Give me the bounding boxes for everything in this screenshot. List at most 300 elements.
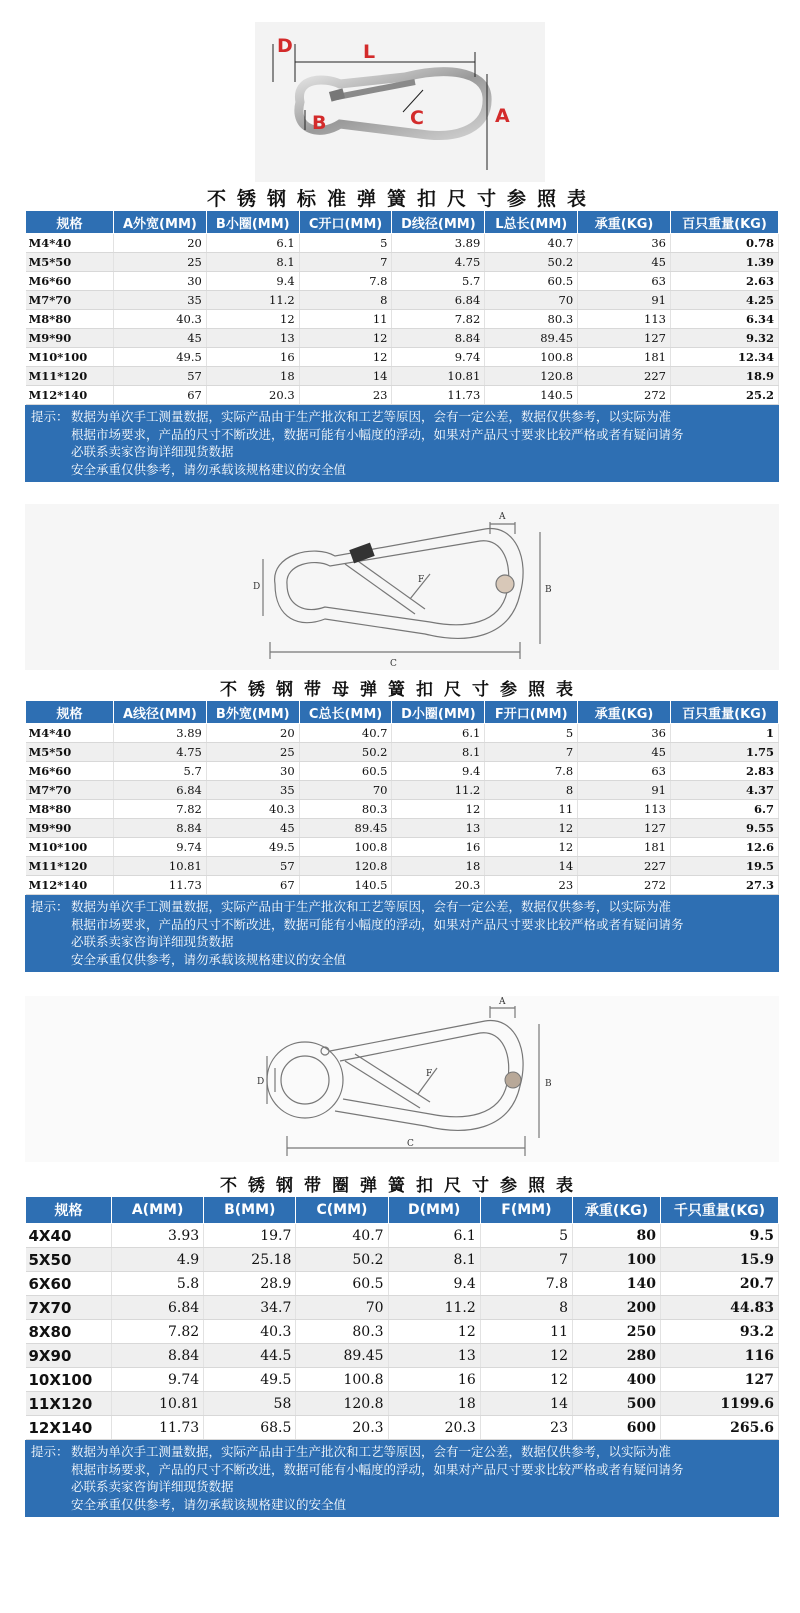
value-cell: 89.45 — [299, 819, 392, 838]
table2-section — [25, 700, 779, 972]
table-row — [26, 1368, 779, 1392]
value-cell: 6.1 — [388, 1224, 480, 1248]
column-header: L总长(MM) — [485, 211, 578, 234]
spec-cell: M9*90 — [26, 819, 114, 838]
value-cell: 140 — [573, 1272, 661, 1296]
column-header: 承重(KG) — [578, 211, 671, 234]
value-cell: 23 — [485, 876, 578, 895]
value-cell: 4.9 — [112, 1248, 204, 1272]
value-cell: 63 — [578, 272, 671, 291]
value-cell: 45 — [206, 819, 299, 838]
note-line: 根据市场要求，产品的尺寸不断改进，数据可能有小幅度的浮动，如果对产品尺寸要求比较严格或者有疑问请务 — [71, 426, 684, 442]
value-cell: 19.7 — [204, 1224, 296, 1248]
value-cell: 11 — [485, 800, 578, 819]
column-header: 千只重量(KG) — [661, 1197, 779, 1224]
table-row — [26, 724, 779, 743]
value-cell: 3.89 — [392, 234, 485, 253]
value-cell: 15.9 — [661, 1248, 779, 1272]
column-header: 规格 — [26, 1197, 112, 1224]
spec-cell: 12X140 — [26, 1416, 112, 1440]
value-cell: 23 — [480, 1416, 572, 1440]
value-cell: 100 — [573, 1248, 661, 1272]
value-cell: 45 — [114, 329, 207, 348]
value-cell: 181 — [578, 348, 671, 367]
snap-hook-photo-drawing — [255, 22, 545, 182]
value-cell: 20.3 — [296, 1416, 388, 1440]
value-cell: 40.3 — [206, 800, 299, 819]
value-cell: 18.9 — [671, 367, 779, 386]
note-label: 提示： — [31, 1444, 69, 1459]
value-cell: 11.2 — [388, 1296, 480, 1320]
table1-section — [25, 210, 779, 482]
table-header-row — [26, 701, 779, 724]
column-header: B(MM) — [204, 1197, 296, 1224]
value-cell: 280 — [573, 1344, 661, 1368]
note-line: 数据为单次手工测量数据，实际产品由于生产批次和工艺等原因，会有一定公差，数据仅供参考，以实际为准 — [71, 1444, 672, 1459]
value-cell: 9.32 — [671, 329, 779, 348]
value-cell: 40.7 — [299, 724, 392, 743]
value-cell: 40.7 — [296, 1224, 388, 1248]
value-cell: 600 — [573, 1416, 661, 1440]
table-row — [26, 838, 779, 857]
value-cell: 40.3 — [204, 1320, 296, 1344]
value-cell: 100.8 — [296, 1368, 388, 1392]
value-cell: 16 — [392, 838, 485, 857]
value-cell: 11.2 — [392, 781, 485, 800]
spec-cell: M6*60 — [26, 272, 114, 291]
label-c: C — [410, 107, 424, 129]
table-row — [26, 762, 779, 781]
value-cell: 12 — [485, 838, 578, 857]
value-cell: 50.2 — [296, 1248, 388, 1272]
value-cell: 67 — [114, 386, 207, 405]
drawing2-label-a: A — [499, 512, 506, 522]
note-line: 必联系卖家咨询详细现货数据 — [71, 444, 234, 459]
table-row — [26, 386, 779, 405]
value-cell: 9.74 — [114, 838, 207, 857]
value-cell: 265.6 — [661, 1416, 779, 1440]
value-cell: 5.8 — [112, 1272, 204, 1296]
value-cell: 30 — [206, 762, 299, 781]
value-cell: 6.84 — [114, 781, 207, 800]
value-cell: 19.5 — [671, 857, 779, 876]
value-cell: 1.39 — [671, 253, 779, 272]
value-cell: 4.75 — [114, 743, 207, 762]
drawing3-label-d: D — [257, 1077, 265, 1087]
value-cell: 3.93 — [112, 1224, 204, 1248]
value-cell: 100.8 — [485, 348, 578, 367]
value-cell: 7 — [299, 253, 392, 272]
nut-snap-hook-schematic — [25, 504, 779, 670]
value-cell: 14 — [485, 857, 578, 876]
value-cell: 45 — [578, 253, 671, 272]
value-cell: 25.2 — [671, 386, 779, 405]
note-line: 根据市场要求，产品的尺寸不断改进，数据可能有小幅度的浮动，如果对产品尺寸要求比较严格或者有疑问请务 — [71, 916, 684, 932]
spec-cell: M5*50 — [26, 253, 114, 272]
value-cell: 67 — [206, 876, 299, 895]
value-cell: 23 — [299, 386, 392, 405]
value-cell: 6.84 — [392, 291, 485, 310]
value-cell: 12 — [206, 310, 299, 329]
value-cell: 44.5 — [204, 1344, 296, 1368]
value-cell: 16 — [388, 1368, 480, 1392]
value-cell: 11.73 — [114, 876, 207, 895]
value-cell: 20 — [114, 234, 207, 253]
value-cell: 80.3 — [296, 1320, 388, 1344]
value-cell: 10.81 — [114, 857, 207, 876]
spec-cell: M8*80 — [26, 800, 114, 819]
value-cell: 80 — [573, 1224, 661, 1248]
spec-cell: M5*50 — [26, 743, 114, 762]
eyelet-snap-hook-drawing — [25, 996, 779, 1162]
table-row — [26, 329, 779, 348]
column-header: D(MM) — [388, 1197, 480, 1224]
value-cell: 49.5 — [206, 838, 299, 857]
value-cell: 45 — [578, 743, 671, 762]
value-cell: 7.8 — [299, 272, 392, 291]
table-row — [26, 1392, 779, 1416]
value-cell: 49.5 — [114, 348, 207, 367]
value-cell: 7 — [485, 743, 578, 762]
table-row — [26, 819, 779, 838]
drawing3-label-f: F — [426, 1069, 433, 1079]
note-box — [25, 405, 779, 482]
value-cell: 9.74 — [392, 348, 485, 367]
note-line: 安全承重仅供参考，请勿承载该规格建议的安全值 — [71, 951, 347, 967]
value-cell: 120.8 — [299, 857, 392, 876]
drawing3-label-b: B — [545, 1079, 552, 1089]
value-cell: 80.3 — [299, 800, 392, 819]
note-line: 数据为单次手工测量数据，实际产品由于生产批次和工艺等原因，会有一定公差，数据仅供参考，以实际为准 — [71, 899, 672, 914]
value-cell: 63 — [578, 762, 671, 781]
value-cell: 9.74 — [112, 1368, 204, 1392]
value-cell: 2.83 — [671, 762, 779, 781]
value-cell: 127 — [661, 1368, 779, 1392]
column-header: A(MM) — [112, 1197, 204, 1224]
spec-cell: 5X50 — [26, 1248, 112, 1272]
note-box — [25, 1440, 779, 1517]
spec-cell: M4*40 — [26, 724, 114, 743]
table-row — [26, 291, 779, 310]
value-cell: 27.3 — [671, 876, 779, 895]
column-header: F开口(MM) — [485, 701, 578, 724]
value-cell: 272 — [578, 386, 671, 405]
value-cell: 116 — [661, 1344, 779, 1368]
table-row — [26, 367, 779, 386]
spec-cell: M11*120 — [26, 857, 114, 876]
drawing3-label-c: C — [407, 1139, 414, 1149]
value-cell: 1.75 — [671, 743, 779, 762]
note-line: 安全承重仅供参考，请勿承载该规格建议的安全值 — [71, 461, 347, 477]
table-row — [26, 743, 779, 762]
value-cell: 12 — [299, 329, 392, 348]
label-a: A — [495, 105, 510, 127]
spec-cell: 7X70 — [26, 1296, 112, 1320]
column-header: C(MM) — [296, 1197, 388, 1224]
column-header: 百只重量(KG) — [671, 211, 779, 234]
standard-snap-hook-table — [25, 210, 779, 405]
value-cell: 8.84 — [392, 329, 485, 348]
spec-cell: M9*90 — [26, 329, 114, 348]
label-l: L — [363, 41, 376, 63]
value-cell: 5 — [299, 234, 392, 253]
value-cell: 91 — [578, 291, 671, 310]
value-cell: 6.1 — [206, 234, 299, 253]
value-cell: 14 — [480, 1392, 572, 1416]
value-cell: 5.7 — [114, 762, 207, 781]
table-row — [26, 253, 779, 272]
value-cell: 4.37 — [671, 781, 779, 800]
value-cell: 10.81 — [112, 1392, 204, 1416]
value-cell: 20.3 — [206, 386, 299, 405]
table-row — [26, 1416, 779, 1440]
value-cell: 11.2 — [206, 291, 299, 310]
value-cell: 58 — [204, 1392, 296, 1416]
column-header: A线径(MM) — [114, 701, 207, 724]
column-header: A外宽(MM) — [114, 211, 207, 234]
value-cell: 35 — [114, 291, 207, 310]
value-cell: 6.1 — [392, 724, 485, 743]
value-cell: 18 — [388, 1392, 480, 1416]
value-cell: 6.34 — [671, 310, 779, 329]
note-line: 必联系卖家咨询详细现货数据 — [71, 934, 234, 949]
value-cell: 11.73 — [392, 386, 485, 405]
value-cell: 11 — [480, 1320, 572, 1344]
note-label: 提示： — [31, 899, 69, 914]
table-row — [26, 857, 779, 876]
value-cell: 20 — [206, 724, 299, 743]
table-row — [26, 310, 779, 329]
value-cell: 181 — [578, 838, 671, 857]
value-cell: 120.8 — [485, 367, 578, 386]
spec-cell: M8*80 — [26, 310, 114, 329]
value-cell: 8 — [480, 1296, 572, 1320]
value-cell: 18 — [206, 367, 299, 386]
value-cell: 11.73 — [112, 1416, 204, 1440]
spec-cell: 11X120 — [26, 1392, 112, 1416]
value-cell: 13 — [206, 329, 299, 348]
value-cell: 50.2 — [299, 743, 392, 762]
value-cell: 40.7 — [485, 234, 578, 253]
table-row — [26, 234, 779, 253]
value-cell: 5 — [485, 724, 578, 743]
column-header: C总长(MM) — [299, 701, 392, 724]
table-header-row — [26, 211, 779, 234]
value-cell: 12 — [480, 1344, 572, 1368]
value-cell: 4.25 — [671, 291, 779, 310]
value-cell: 1199.6 — [661, 1392, 779, 1416]
table-row — [26, 1272, 779, 1296]
table-row — [26, 800, 779, 819]
value-cell: 49.5 — [204, 1368, 296, 1392]
spec-cell: 8X80 — [26, 1320, 112, 1344]
value-cell: 9.4 — [388, 1272, 480, 1296]
value-cell: 8.84 — [114, 819, 207, 838]
value-cell: 250 — [573, 1320, 661, 1344]
table-row — [26, 1320, 779, 1344]
value-cell: 2.63 — [671, 272, 779, 291]
column-header: D小圈(MM) — [392, 701, 485, 724]
nut-snap-hook-drawing — [25, 504, 779, 670]
table-row — [26, 272, 779, 291]
note-line: 安全承重仅供参考，请勿承载该规格建议的安全值 — [71, 1496, 347, 1512]
table1-title: 不锈钢标准弹簧扣尺寸参照表 — [206, 188, 597, 210]
value-cell: 8 — [485, 781, 578, 800]
column-header: 承重(KG) — [578, 701, 671, 724]
spec-cell: 4X40 — [26, 1224, 112, 1248]
value-cell: 127 — [578, 819, 671, 838]
spec-cell: 6X60 — [26, 1272, 112, 1296]
eyelet-snap-hook-schematic — [25, 996, 779, 1162]
value-cell: 227 — [578, 857, 671, 876]
table2-title: 不锈钢带母弹簧扣尺寸参照表 — [220, 680, 584, 700]
value-cell: 30 — [114, 272, 207, 291]
value-cell: 4.75 — [392, 253, 485, 272]
table-row — [26, 1296, 779, 1320]
value-cell: 25 — [114, 253, 207, 272]
column-header: B小圈(MM) — [206, 211, 299, 234]
drawing2-label-c: C — [390, 659, 397, 669]
drawing3-label-a: A — [499, 997, 506, 1007]
value-cell: 9.5 — [661, 1224, 779, 1248]
spec-cell: M7*70 — [26, 781, 114, 800]
value-cell: 57 — [114, 367, 207, 386]
table3-section — [25, 1196, 779, 1517]
value-cell: 70 — [485, 291, 578, 310]
value-cell: 20.3 — [392, 876, 485, 895]
value-cell: 11 — [299, 310, 392, 329]
value-cell: 50.2 — [485, 253, 578, 272]
column-header: C开口(MM) — [299, 211, 392, 234]
value-cell: 60.5 — [485, 272, 578, 291]
value-cell: 25.18 — [204, 1248, 296, 1272]
value-cell: 57 — [206, 857, 299, 876]
value-cell: 89.45 — [485, 329, 578, 348]
value-cell: 113 — [578, 310, 671, 329]
spec-cell: 9X90 — [26, 1344, 112, 1368]
value-cell: 18 — [392, 857, 485, 876]
value-cell: 20.3 — [388, 1416, 480, 1440]
value-cell: 3.89 — [114, 724, 207, 743]
value-cell: 7.82 — [392, 310, 485, 329]
value-cell: 9.4 — [392, 762, 485, 781]
column-header: F(MM) — [480, 1197, 572, 1224]
nut-snap-hook-table — [25, 700, 779, 895]
value-cell: 100.8 — [299, 838, 392, 857]
value-cell: 12 — [485, 819, 578, 838]
value-cell: 272 — [578, 876, 671, 895]
column-header: D线径(MM) — [392, 211, 485, 234]
value-cell: 89.45 — [296, 1344, 388, 1368]
spec-cell: M6*60 — [26, 762, 114, 781]
note-line: 数据为单次手工测量数据，实际产品由于生产批次和工艺等原因，会有一定公差，数据仅供参考，以实际为准 — [71, 409, 672, 424]
value-cell: 70 — [299, 781, 392, 800]
snap-hook-photo — [255, 22, 545, 182]
spec-cell: M4*40 — [26, 234, 114, 253]
value-cell: 200 — [573, 1296, 661, 1320]
spec-cell: M10*100 — [26, 348, 114, 367]
value-cell: 9.55 — [671, 819, 779, 838]
table-row — [26, 1344, 779, 1368]
note-line: 根据市场要求，产品的尺寸不断改进，数据可能有小幅度的浮动，如果对产品尺寸要求比较严格或者有疑问请务 — [71, 1461, 684, 1477]
value-cell: 12.6 — [671, 838, 779, 857]
value-cell: 60.5 — [296, 1272, 388, 1296]
value-cell: 5 — [480, 1224, 572, 1248]
value-cell: 16 — [206, 348, 299, 367]
value-cell: 70 — [296, 1296, 388, 1320]
value-cell: 36 — [578, 234, 671, 253]
note-line: 必联系卖家咨询详细现货数据 — [71, 1479, 234, 1494]
value-cell: 8 — [299, 291, 392, 310]
value-cell: 120.8 — [296, 1392, 388, 1416]
value-cell: 12 — [480, 1368, 572, 1392]
note-box — [25, 895, 779, 972]
table-row — [26, 1248, 779, 1272]
table3-title: 不锈钢带圈弹簧扣尺寸参照表 — [220, 1176, 584, 1196]
value-cell: 8.1 — [388, 1248, 480, 1272]
value-cell: 400 — [573, 1368, 661, 1392]
spec-cell: M10*100 — [26, 838, 114, 857]
value-cell: 1 — [671, 724, 779, 743]
value-cell: 9.4 — [206, 272, 299, 291]
table-row — [26, 1224, 779, 1248]
value-cell: 8.1 — [392, 743, 485, 762]
table-row — [26, 348, 779, 367]
value-cell: 7 — [480, 1248, 572, 1272]
value-cell: 34.7 — [204, 1296, 296, 1320]
value-cell: 44.83 — [661, 1296, 779, 1320]
value-cell: 227 — [578, 367, 671, 386]
value-cell: 140.5 — [299, 876, 392, 895]
value-cell: 140.5 — [485, 386, 578, 405]
value-cell: 12.34 — [671, 348, 779, 367]
value-cell: 7.82 — [112, 1320, 204, 1344]
table-row — [26, 781, 779, 800]
value-cell: 40.3 — [114, 310, 207, 329]
value-cell: 500 — [573, 1392, 661, 1416]
value-cell: 13 — [392, 819, 485, 838]
column-header: 承重(KG) — [573, 1197, 661, 1224]
eyelet-snap-hook-table — [25, 1196, 779, 1440]
value-cell: 12 — [299, 348, 392, 367]
value-cell: 6.7 — [671, 800, 779, 819]
column-header: 规格 — [26, 701, 114, 724]
value-cell: 12 — [388, 1320, 480, 1344]
value-cell: 20.7 — [661, 1272, 779, 1296]
value-cell: 7.8 — [485, 762, 578, 781]
drawing2-label-b: B — [545, 585, 552, 595]
value-cell: 0.78 — [671, 234, 779, 253]
column-header: 规格 — [26, 211, 114, 234]
value-cell: 14 — [299, 367, 392, 386]
value-cell: 8.1 — [206, 253, 299, 272]
value-cell: 25 — [206, 743, 299, 762]
column-header: 百只重量(KG) — [671, 701, 779, 724]
value-cell: 12 — [392, 800, 485, 819]
table-header-row — [26, 1197, 779, 1224]
value-cell: 7.82 — [114, 800, 207, 819]
value-cell: 36 — [578, 724, 671, 743]
value-cell: 127 — [578, 329, 671, 348]
spec-cell: M12*140 — [26, 876, 114, 895]
spec-cell: M11*120 — [26, 367, 114, 386]
value-cell: 35 — [206, 781, 299, 800]
value-cell: 93.2 — [661, 1320, 779, 1344]
value-cell: 13 — [388, 1344, 480, 1368]
value-cell: 60.5 — [299, 762, 392, 781]
value-cell: 10.81 — [392, 367, 485, 386]
value-cell: 80.3 — [485, 310, 578, 329]
